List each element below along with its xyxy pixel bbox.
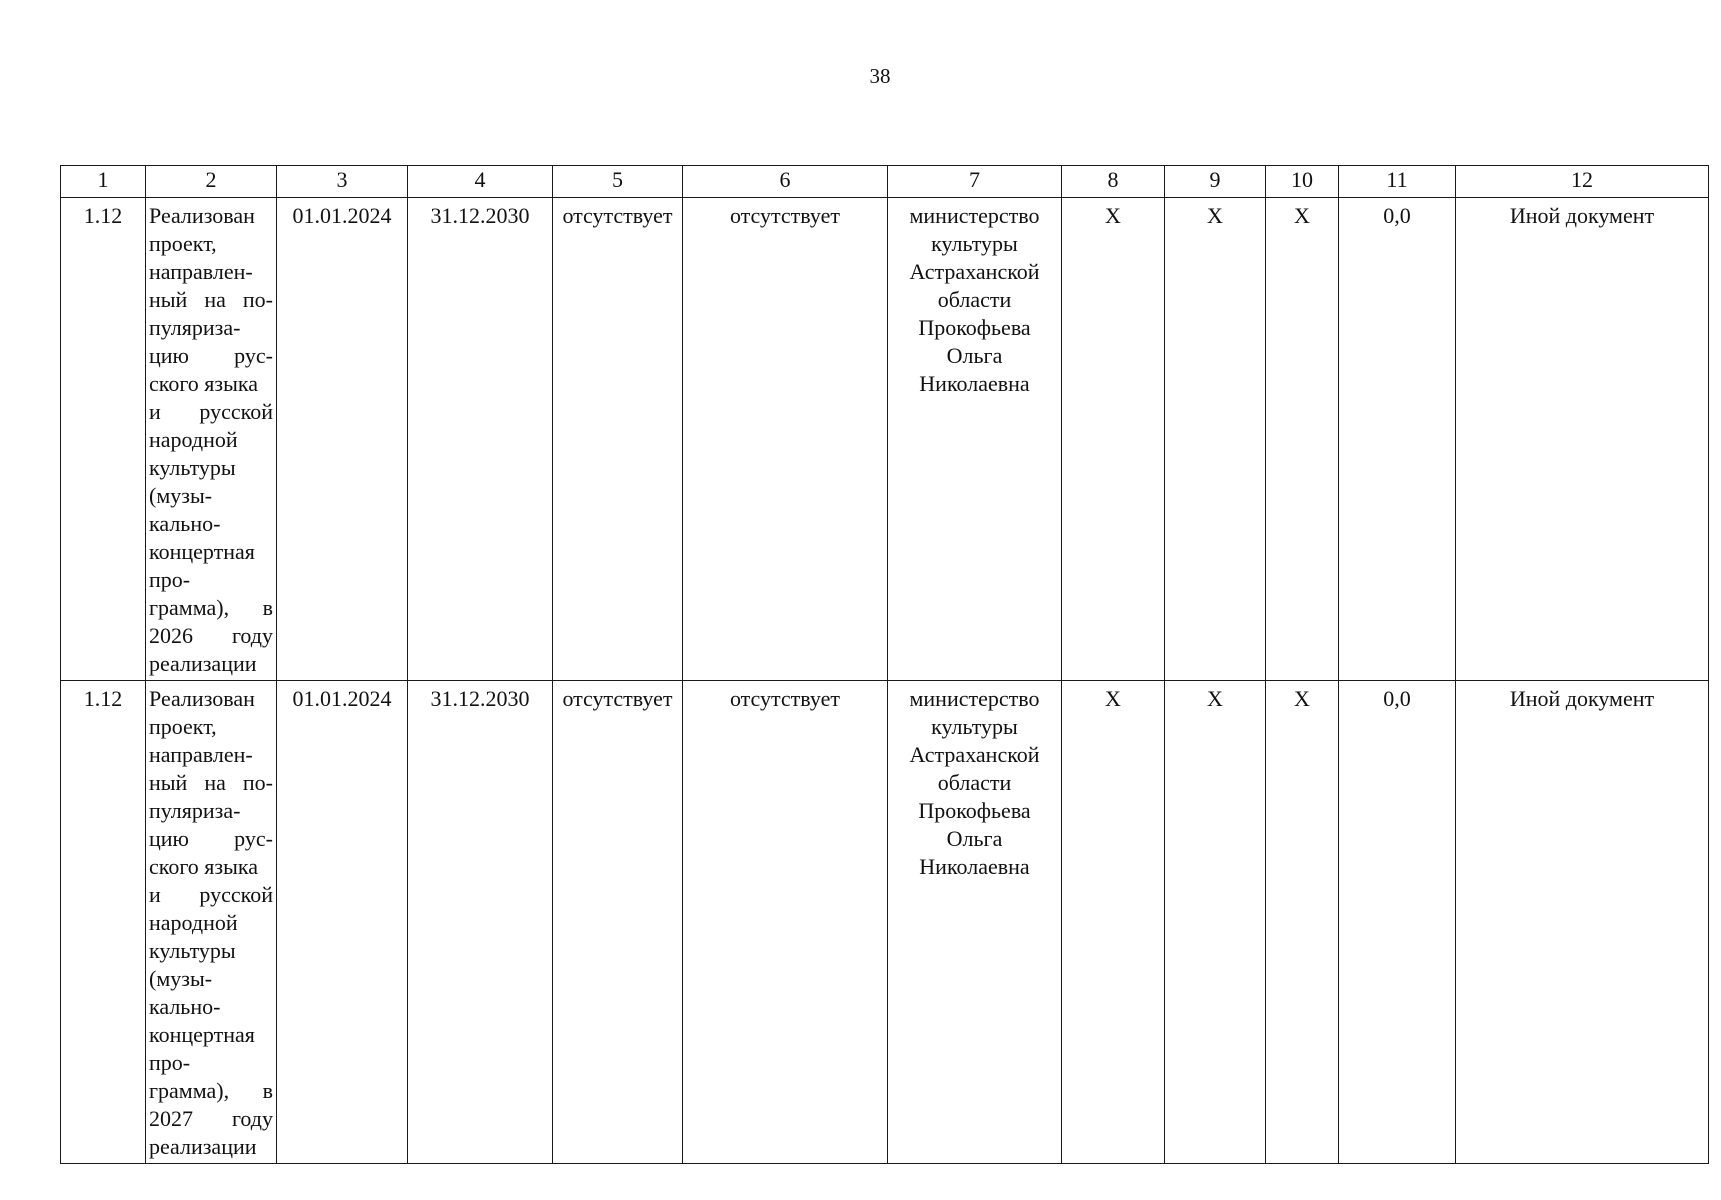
responsible-line: Астраханской [909, 742, 1040, 767]
header-cell-10: 10 [1266, 166, 1339, 198]
name-line: ный на по- [149, 770, 273, 795]
name-line: концертная [149, 539, 255, 564]
column-12-value: Иной документ [1456, 681, 1709, 1164]
column-9-value: X [1165, 198, 1266, 681]
name-line: концертная [149, 1022, 255, 1047]
column-5-value: отсутствует [553, 681, 683, 1164]
responsible-line: Николаевна [919, 371, 1030, 396]
header-cell-7: 7 [888, 166, 1062, 198]
name-line: пуляриза- [149, 315, 241, 340]
header-cell-1: 1 [61, 166, 146, 198]
name-line: культуры [149, 938, 236, 963]
responsible-line: Ольга [946, 343, 1003, 368]
name-line: грамма), в [149, 1078, 273, 1103]
name-line: и русской [149, 882, 273, 907]
table-row [61, 198, 1709, 681]
responsible-line: области [937, 287, 1012, 312]
name-line: проект, [149, 231, 217, 256]
data-table [60, 165, 1709, 1164]
name-line: грамма), в [149, 595, 273, 620]
end-date: 31.12.2030 [408, 681, 553, 1164]
name-line: (музы- [149, 483, 213, 508]
name-line: ный на по- [149, 287, 273, 312]
column-10-value: X [1266, 681, 1339, 1164]
end-date: 31.12.2030 [408, 198, 553, 681]
header-row [61, 166, 1709, 198]
responsible-line: Прокофьева [918, 315, 1031, 340]
header-cell-3: 3 [277, 166, 408, 198]
name-line: кально- [149, 994, 221, 1019]
row-number: 1.12 [61, 198, 146, 681]
table-row [61, 681, 1709, 1164]
responsible [888, 198, 1062, 681]
column-6-value: отсутствует [683, 681, 888, 1164]
name-line: про- [149, 1050, 191, 1075]
name-line: реализации [149, 1134, 257, 1159]
name-line: (музы- [149, 966, 213, 991]
responsible-line: культуры [931, 231, 1018, 256]
name-line: реализации [149, 651, 257, 676]
header-cell-5: 5 [553, 166, 683, 198]
result-name [146, 681, 277, 1164]
name-line: про- [149, 567, 191, 592]
header-cell-8: 8 [1062, 166, 1165, 198]
name-line: кально- [149, 511, 221, 536]
page-number: 38 [869, 64, 891, 88]
name-line: народной [149, 427, 238, 452]
name-line: народной [149, 910, 238, 935]
responsible-line: культуры [931, 714, 1018, 739]
responsible-line: Прокофьева [918, 798, 1031, 823]
responsible-line: Ольга [946, 826, 1003, 851]
header-cell-11: 11 [1339, 166, 1456, 198]
name-line: ского языка [149, 854, 259, 879]
name-line: культуры [149, 455, 236, 480]
responsible-line: министерство [909, 686, 1040, 711]
column-6-value: отсутствует [683, 198, 888, 681]
column-11-value: 0,0 [1339, 198, 1456, 681]
column-9-value: X [1165, 681, 1266, 1164]
name-line: направлен- [149, 259, 253, 284]
name-line: Реализован [149, 203, 255, 228]
responsible-line: области [937, 770, 1012, 795]
header-cell-4: 4 [408, 166, 553, 198]
header-cell-9: 9 [1165, 166, 1266, 198]
column-8-value: X [1062, 681, 1165, 1164]
name-line: и русской [149, 399, 273, 424]
header-cell-12: 12 [1456, 166, 1709, 198]
start-date: 01.01.2024 [277, 198, 408, 681]
row-number: 1.12 [61, 681, 146, 1164]
name-line: 2026 году [149, 623, 273, 648]
name-line: Реализован [149, 686, 255, 711]
header-cell-2: 2 [146, 166, 277, 198]
name-line: пуляриза- [149, 798, 241, 823]
responsible-line: министерство [909, 203, 1040, 228]
start-date: 01.01.2024 [277, 681, 408, 1164]
column-10-value: X [1266, 198, 1339, 681]
column-12-value: Иной документ [1456, 198, 1709, 681]
name-line: 2027 году [149, 1106, 273, 1131]
responsible [888, 681, 1062, 1164]
name-line: ского языка [149, 371, 259, 396]
name-line: направлен- [149, 742, 253, 767]
responsible-line: Николаевна [919, 854, 1030, 879]
responsible-line: Астраханской [909, 259, 1040, 284]
name-line: цию рус- [149, 343, 273, 368]
name-line: проект, [149, 714, 217, 739]
column-8-value: X [1062, 198, 1165, 681]
name-line: цию рус- [149, 826, 273, 851]
column-5-value: отсутствует [553, 198, 683, 681]
header-cell-6: 6 [683, 166, 888, 198]
result-name [146, 198, 277, 681]
column-11-value: 0,0 [1339, 681, 1456, 1164]
